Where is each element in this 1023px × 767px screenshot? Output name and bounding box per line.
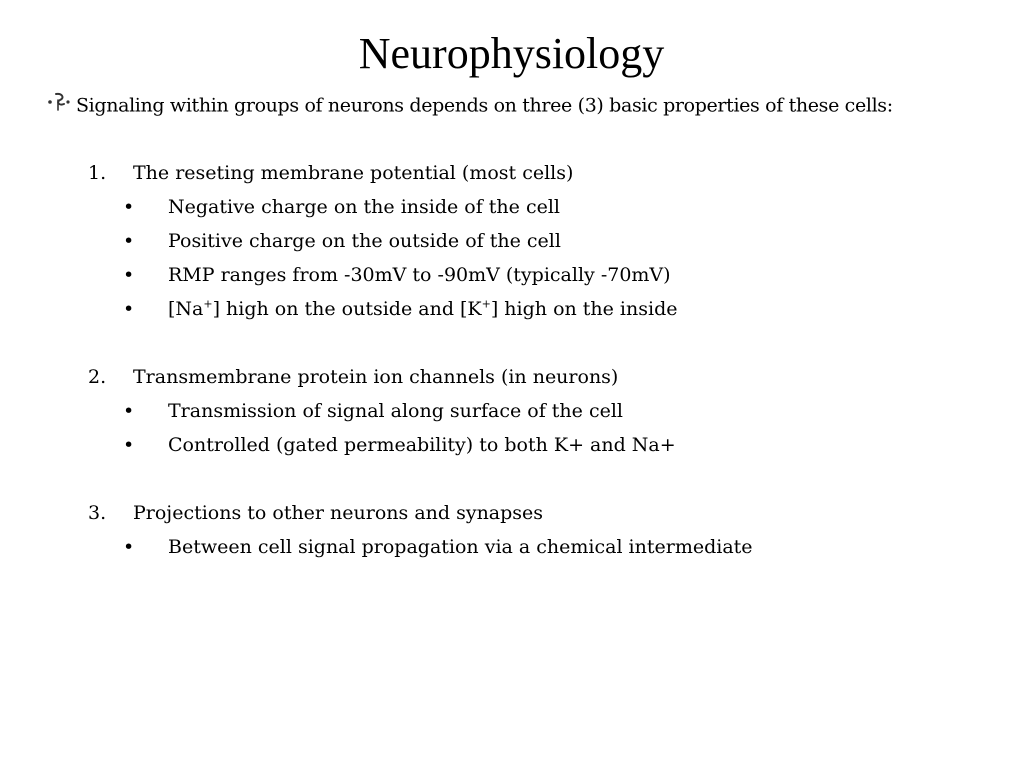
list-number: 2. bbox=[88, 366, 107, 388]
sub-bullet-text: Negative charge on the inside of the cell bbox=[168, 196, 560, 218]
slide-title: Neurophysiology bbox=[358, 29, 665, 78]
bullet-dot: • bbox=[123, 264, 135, 286]
intro-text: Signaling within groups of neurons depends on three (3) basic properties of these cells: bbox=[76, 94, 893, 117]
bullet-dot: • bbox=[123, 400, 135, 422]
list-label: Transmembrane protein ion channels (in neurons) bbox=[133, 366, 619, 388]
sub-bullet-text: Between cell signal propagation via a chemical intermediate bbox=[168, 536, 753, 558]
intro-paragraph bbox=[46, 90, 1006, 123]
bullet-dot: • bbox=[123, 434, 135, 456]
ion-text-part: ] high on the outside and [K bbox=[212, 298, 482, 320]
sub-bullet-text: RMP ranges from -30mV to -90mV (typically -70mV) bbox=[168, 264, 671, 286]
ion-superscript: + bbox=[481, 297, 491, 311]
list-label: Projections to other neurons and synapses bbox=[133, 502, 544, 524]
sub-bullet-text: Positive charge on the outside of the cell bbox=[168, 230, 561, 252]
ion-text-part: ] high on the inside bbox=[490, 298, 678, 320]
sub-bullet-text: Controlled (gated permeability) to both K+ and Na+ bbox=[168, 434, 676, 456]
bullet-dot: • bbox=[123, 230, 135, 252]
ion-text-part: [Na bbox=[168, 298, 204, 320]
sub-bullet-text: Transmission of signal along surface of the cell bbox=[168, 400, 623, 422]
fleuron-icon bbox=[46, 90, 76, 123]
ion-superscript: + bbox=[203, 297, 213, 311]
list-number: 3. bbox=[88, 502, 107, 524]
bullet-dot: • bbox=[123, 298, 135, 320]
list-number: 1. bbox=[88, 162, 107, 184]
list-label: The reseting membrane potential (most cells) bbox=[133, 162, 574, 184]
sub-bullet-ion-text bbox=[168, 295, 677, 323]
bullet-dot: • bbox=[123, 536, 135, 558]
bullet-dot: • bbox=[123, 196, 135, 218]
